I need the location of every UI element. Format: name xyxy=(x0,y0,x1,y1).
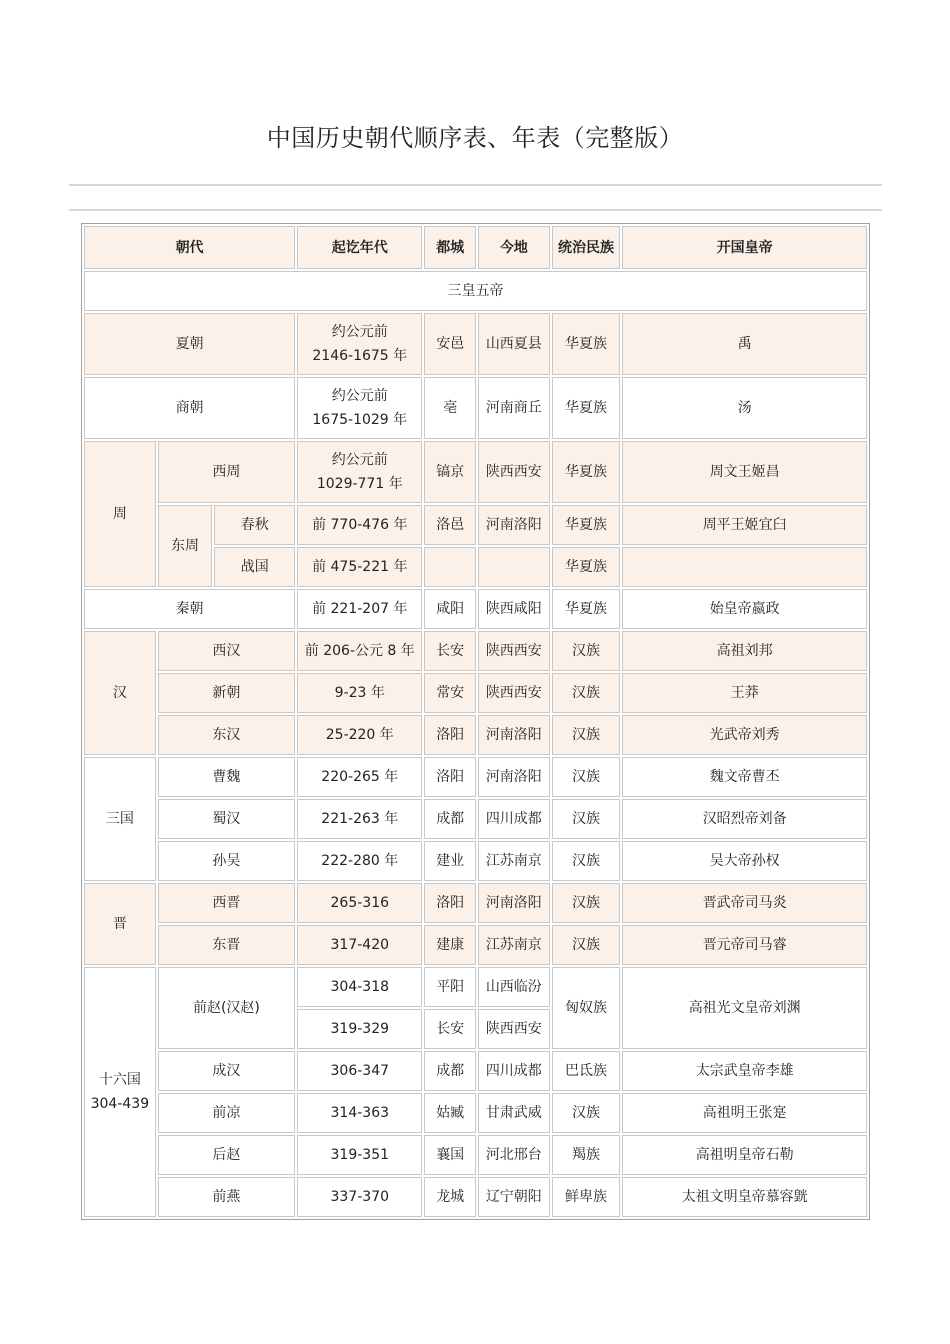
table-row xyxy=(84,715,867,755)
ethnic-cell: 汉族 xyxy=(552,883,621,923)
col-header-years: 起讫年代 xyxy=(297,226,422,269)
capital-cell: 洛阳 xyxy=(424,757,476,797)
years-cell: 25-220 年 xyxy=(297,715,422,755)
founder-cell: 汉昭烈帝刘备 xyxy=(622,799,867,839)
years-cell: 317-420 xyxy=(297,925,422,965)
dynasty-subgroup: 东周 xyxy=(158,505,213,587)
years-cell: 前 475-221 年 xyxy=(297,547,422,587)
years-cell: 319-329 xyxy=(297,1009,422,1049)
divider xyxy=(69,184,882,186)
founder-cell: 太宗武皇帝李雄 xyxy=(622,1051,867,1091)
dynasty-name: 夏朝 xyxy=(84,313,295,375)
today-cell: 陕西西安 xyxy=(478,673,550,713)
today-cell xyxy=(478,547,550,587)
today-cell: 陕西西安 xyxy=(478,441,550,503)
years-cell: 约公元前 1675-1029 年 xyxy=(297,377,422,439)
years-cell: 前 206-公元 8 年 xyxy=(297,631,422,671)
ethnic-cell: 汉族 xyxy=(552,841,621,881)
founder-cell: 光武帝刘秀 xyxy=(622,715,867,755)
founder-cell: 太祖文明皇帝慕容皝 xyxy=(622,1177,867,1217)
today-cell: 江苏南京 xyxy=(478,925,550,965)
today-cell: 河南商丘 xyxy=(478,377,550,439)
dynasty-name: 前燕 xyxy=(158,1177,295,1217)
dynasty-name: 秦朝 xyxy=(84,589,295,629)
ethnic-cell: 巴氐族 xyxy=(552,1051,621,1091)
col-header-founder: 开国皇帝 xyxy=(622,226,867,269)
ethnic-cell: 匈奴族 xyxy=(552,967,621,1049)
dynasty-name: 曹魏 xyxy=(158,757,295,797)
ethnic-cell: 华夏族 xyxy=(552,547,621,587)
dynasty-name: 东晋 xyxy=(158,925,295,965)
years-cell: 220-265 年 xyxy=(297,757,422,797)
table-row xyxy=(84,1093,867,1133)
ethnic-cell: 华夏族 xyxy=(552,505,621,545)
capital-cell: 龙城 xyxy=(424,1177,476,1217)
today-cell: 四川成都 xyxy=(478,1051,550,1091)
ethnic-cell: 羯族 xyxy=(552,1135,621,1175)
ethnic-cell: 华夏族 xyxy=(552,589,621,629)
ethnic-cell: 汉族 xyxy=(552,715,621,755)
years-cell: 306-347 xyxy=(297,1051,422,1091)
capital-cell: 亳 xyxy=(424,377,476,439)
dynasty-name: 成汉 xyxy=(158,1051,295,1091)
capital-cell: 镐京 xyxy=(424,441,476,503)
today-cell: 陕西咸阳 xyxy=(478,589,550,629)
capital-cell: 长安 xyxy=(424,631,476,671)
table-row xyxy=(84,377,867,439)
dynasty-name: 西汉 xyxy=(158,631,295,671)
years-cell: 222-280 年 xyxy=(297,841,422,881)
col-header-dynasty: 朝代 xyxy=(84,226,295,269)
dynasty-name: 西周 xyxy=(158,441,295,503)
capital-cell: 平阳 xyxy=(424,967,476,1007)
years-cell: 前 770-476 年 xyxy=(297,505,422,545)
ethnic-cell: 华夏族 xyxy=(552,313,621,375)
col-header-capital: 都城 xyxy=(424,226,476,269)
page-title: 中国历史朝代顺序表、年表（完整版） xyxy=(266,124,684,152)
founder-cell: 高祖明皇帝石勒 xyxy=(622,1135,867,1175)
dynasty-table xyxy=(81,223,870,1220)
ethnic-cell: 汉族 xyxy=(552,925,621,965)
table-row xyxy=(84,589,867,629)
dynasty-group: 汉 xyxy=(84,631,156,755)
ethnic-cell: 汉族 xyxy=(552,1093,621,1133)
ethnic-cell: 华夏族 xyxy=(552,441,621,503)
dynasty-name: 前赵(汉赵) xyxy=(158,967,295,1049)
dynasty-name: 新朝 xyxy=(158,673,295,713)
table-row xyxy=(84,967,867,1007)
founder-cell: 高祖明王张寔 xyxy=(622,1093,867,1133)
years-cell: 前 221-207 年 xyxy=(297,589,422,629)
years-cell: 约公元前 1029-771 年 xyxy=(297,441,422,503)
capital-cell: 建康 xyxy=(424,925,476,965)
table-row xyxy=(84,313,867,375)
capital-cell: 姑臧 xyxy=(424,1093,476,1133)
years-cell: 319-351 xyxy=(297,1135,422,1175)
dynasty-name: 春秋 xyxy=(214,505,295,545)
capital-cell: 洛阳 xyxy=(424,883,476,923)
today-cell: 河南洛阳 xyxy=(478,883,550,923)
ethnic-cell: 华夏族 xyxy=(552,377,621,439)
dynasty-name: 孙吴 xyxy=(158,841,295,881)
dynasty-name: 商朝 xyxy=(84,377,295,439)
table-row xyxy=(84,1051,867,1091)
founder-cell: 高祖光文皇帝刘渊 xyxy=(622,967,867,1049)
years-cell: 约公元前 2146-1675 年 xyxy=(297,313,422,375)
table-row xyxy=(84,841,867,881)
today-cell: 江苏南京 xyxy=(478,841,550,881)
dynasty-name: 战国 xyxy=(214,547,295,587)
years-cell: 9-23 年 xyxy=(297,673,422,713)
dynasty-name: 前凉 xyxy=(158,1093,295,1133)
founder-cell: 周平王姬宜臼 xyxy=(622,505,867,545)
today-cell: 甘肃武威 xyxy=(478,1093,550,1133)
table-row xyxy=(84,505,867,545)
ethnic-cell: 汉族 xyxy=(552,757,621,797)
table-row xyxy=(84,631,867,671)
ethnic-cell: 汉族 xyxy=(552,799,621,839)
table-row xyxy=(84,271,867,311)
dynasty-name: 东汉 xyxy=(158,715,295,755)
capital-cell: 洛邑 xyxy=(424,505,476,545)
table-row xyxy=(84,1177,867,1217)
today-cell: 河南洛阳 xyxy=(478,715,550,755)
today-cell: 陕西西安 xyxy=(478,1009,550,1049)
today-cell: 山西夏县 xyxy=(478,313,550,375)
today-cell: 山西临汾 xyxy=(478,967,550,1007)
today-cell: 河南洛阳 xyxy=(478,757,550,797)
ethnic-cell: 汉族 xyxy=(552,673,621,713)
dynasty-name: 后赵 xyxy=(158,1135,295,1175)
years-cell: 314-363 xyxy=(297,1093,422,1133)
table-row xyxy=(84,673,867,713)
col-header-today: 今地 xyxy=(478,226,550,269)
table-row xyxy=(84,757,867,797)
capital-cell: 咸阳 xyxy=(424,589,476,629)
dynasty-name: 蜀汉 xyxy=(158,799,295,839)
table-row xyxy=(84,925,867,965)
table-row xyxy=(84,441,867,503)
dynasty-group: 三国 xyxy=(84,757,156,881)
years-cell: 304-318 xyxy=(297,967,422,1007)
table-row xyxy=(84,883,867,923)
table-row xyxy=(84,799,867,839)
founder-cell: 周文王姬昌 xyxy=(622,441,867,503)
dynasty-group: 周 xyxy=(84,441,156,587)
founder-cell: 晋元帝司马睿 xyxy=(622,925,867,965)
capital-cell: 建业 xyxy=(424,841,476,881)
founder-cell: 吴大帝孙权 xyxy=(622,841,867,881)
founder-cell: 晋武帝司马炎 xyxy=(622,883,867,923)
ethnic-cell: 鲜卑族 xyxy=(552,1177,621,1217)
today-cell: 陕西西安 xyxy=(478,631,550,671)
capital-cell: 洛阳 xyxy=(424,715,476,755)
founder-cell: 禹 xyxy=(622,313,867,375)
founder-cell: 魏文帝曹丕 xyxy=(622,757,867,797)
sanhuang-cell: 三皇五帝 xyxy=(84,271,867,311)
founder-cell: 汤 xyxy=(622,377,867,439)
today-cell: 河北邢台 xyxy=(478,1135,550,1175)
capital-cell: 成都 xyxy=(424,799,476,839)
dynasty-group: 十六国 304-439 xyxy=(84,967,156,1217)
capital-cell: 成都 xyxy=(424,1051,476,1091)
col-header-ethnic: 统治民族 xyxy=(552,226,621,269)
capital-cell xyxy=(424,547,476,587)
founder-cell: 高祖刘邦 xyxy=(622,631,867,671)
table-row xyxy=(84,1135,867,1175)
years-cell: 265-316 xyxy=(297,883,422,923)
capital-cell: 长安 xyxy=(424,1009,476,1049)
capital-cell: 常安 xyxy=(424,673,476,713)
founder-cell: 王莽 xyxy=(622,673,867,713)
ethnic-cell: 汉族 xyxy=(552,631,621,671)
capital-cell: 安邑 xyxy=(424,313,476,375)
dynasty-name: 西晋 xyxy=(158,883,295,923)
years-cell: 221-263 年 xyxy=(297,799,422,839)
today-cell: 辽宁朝阳 xyxy=(478,1177,550,1217)
dynasty-group: 晋 xyxy=(84,883,156,965)
today-cell: 四川成都 xyxy=(478,799,550,839)
founder-cell: 始皇帝嬴政 xyxy=(622,589,867,629)
table-header-row xyxy=(84,226,867,269)
years-cell: 337-370 xyxy=(297,1177,422,1217)
capital-cell: 襄国 xyxy=(424,1135,476,1175)
today-cell: 河南洛阳 xyxy=(478,505,550,545)
founder-cell xyxy=(622,547,867,587)
divider xyxy=(69,209,882,211)
